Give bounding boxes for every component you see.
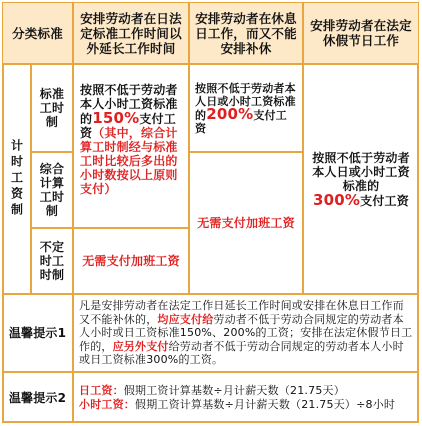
tip1-text-a: 凡是安排劳动者在法定工作日延长工作时间或安排在休息日工作而又不能补休的， bbox=[79, 299, 404, 326]
tip2-hourly-text: 假期工资计算基数÷月计薪天数（21.75天）÷8小时 bbox=[135, 397, 396, 411]
col3-text-post: 支付工资 bbox=[360, 193, 409, 208]
header-category: 分类标准 bbox=[2, 2, 73, 64]
col2-percent: 200% bbox=[206, 104, 254, 123]
row-label-comprehensive: 综合计算工时制 bbox=[31, 152, 73, 228]
tip1-label: 温馨提示1 bbox=[2, 294, 73, 372]
cell-restday-standard bbox=[189, 64, 303, 152]
tip1-highlight-1: 均应支付给 bbox=[157, 312, 214, 326]
cell-weekday-standard-comprehensive bbox=[73, 64, 189, 228]
group-label-text: 计时工资制 bbox=[9, 139, 24, 219]
tip2-daily-text: 假期工资计算基数÷月计薪天数（21.75天） bbox=[123, 384, 345, 397]
tip1-content bbox=[73, 294, 419, 372]
tip2-label: 温馨提示2 bbox=[2, 372, 73, 423]
row-label-irregular: 不定时工时制 bbox=[31, 228, 73, 294]
col1-percent: 150% bbox=[92, 109, 140, 127]
tip1-text-c: 给劳动者不低于劳动合同规定的劳动者本人小时或日工资标准300%的工资。 bbox=[79, 339, 404, 367]
cell-weekday-irregular: 无需支付加班工资 bbox=[73, 228, 189, 294]
tip1-highlight-2: 应另外支付 bbox=[112, 339, 169, 353]
col1-paren-note: （其中，综合计算工时制经与标准工时比较后多出的小时数按以上原则支付） bbox=[80, 126, 178, 196]
row-label-standard: 标准工时制 bbox=[31, 64, 73, 152]
col1-text-post: 支付工资 bbox=[80, 112, 176, 140]
header-weekday-overtime: 安排劳动者在日法定标准工作时间以外延长工作时间 bbox=[73, 2, 189, 64]
cell-restday-no-pay: 无需支付加班工资 bbox=[189, 152, 303, 294]
tip1-text-b: 劳动者不低于劳动合同规定的劳动者本人小时或日工资标准150%、200%的工资；安排在法定休假节日工作的， bbox=[79, 312, 413, 353]
header-rest-day: 安排劳动者在休息日工作，而又不能安排补休 bbox=[189, 2, 303, 64]
cell-holiday-all bbox=[303, 64, 419, 294]
tip2-daily-label: 日工资： bbox=[79, 384, 124, 397]
col3-text-pre: 按照不低于劳动者本人日或小时工资标准的 bbox=[312, 150, 410, 193]
col1-text-pre: 按照不低于劳动者本人小时工资标准的 bbox=[80, 83, 178, 126]
tip2-line-daily bbox=[79, 384, 395, 398]
group-label-hourly-wage bbox=[2, 64, 31, 294]
header-public-holiday: 安排劳动者在法定休假节日工作 bbox=[303, 2, 419, 64]
col2-text-post: 支付工资 bbox=[195, 108, 287, 135]
tip2-content bbox=[73, 372, 419, 423]
col3-percent: 300% bbox=[313, 190, 361, 209]
tip2-line-hourly bbox=[79, 398, 395, 412]
tip2-hourly-label: 小时工资： bbox=[79, 397, 135, 411]
col2-text-pre: 按照不低于劳动者本人日或小时工资标准的 bbox=[195, 81, 296, 122]
